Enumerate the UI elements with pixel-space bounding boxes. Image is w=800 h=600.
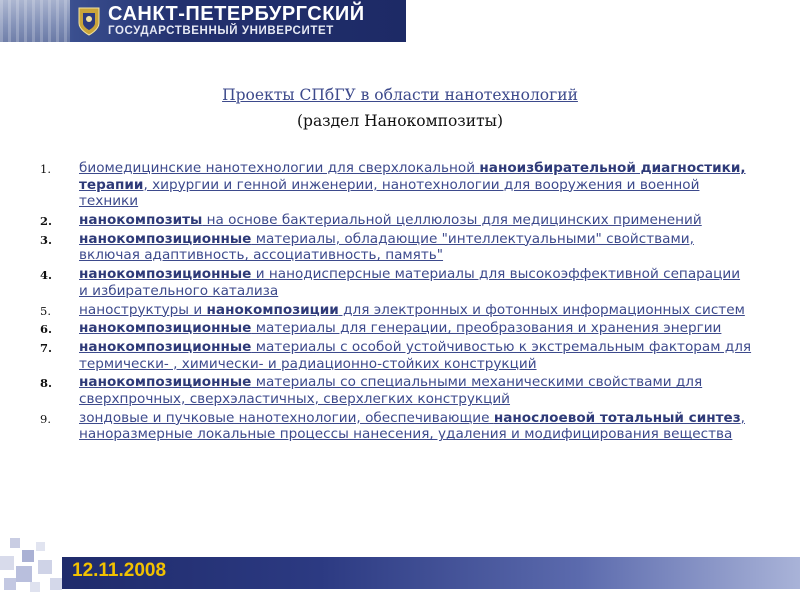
project-list-item[interactable] xyxy=(40,410,752,443)
list-number: 5. xyxy=(40,303,51,318)
project-list-item[interactable] xyxy=(40,339,752,372)
link-text[interactable]: , наноразмерные локальные процессы нанесения, удаления и модифицирования вещества xyxy=(79,409,745,443)
project-list-item[interactable] xyxy=(40,212,752,229)
project-link[interactable] xyxy=(79,231,694,264)
keyword-text[interactable]: нанокомпозиционные xyxy=(79,266,252,283)
footer-bar xyxy=(62,557,800,589)
list-number: 6. xyxy=(40,322,53,337)
list-number: 8. xyxy=(40,376,53,391)
link-text[interactable]: материалы с особой устойчивостью к экстремальным факторам для термически- , химически- и радиационно-стойких конструкций xyxy=(79,339,752,372)
keyword-text[interactable]: наноизбирательной диагностики, терапии xyxy=(79,160,746,193)
project-link[interactable] xyxy=(79,320,721,336)
university-emblem-icon xyxy=(76,5,102,37)
project-list-item[interactable] xyxy=(40,320,752,337)
project-list-item[interactable] xyxy=(40,374,752,407)
keyword-text[interactable]: нанослоевой тотальный синтез xyxy=(493,409,741,426)
link-text[interactable]: наноструктуры и xyxy=(79,301,207,318)
link-text[interactable]: материалы со специальными механическими свойствами для сверхпрочных, сверхэластичных, сверхлегких конструкций xyxy=(79,374,703,408)
page-subtitle: (раздел Нанокомпозиты) xyxy=(296,112,504,130)
project-link[interactable] xyxy=(79,339,751,372)
link-text[interactable]: и нанодисперсные материалы для высокоэффективной сепарации и избирательного катализа xyxy=(79,266,741,299)
project-link[interactable] xyxy=(79,266,740,299)
project-link[interactable] xyxy=(79,212,702,228)
keyword-text[interactable]: нанокомпозиции xyxy=(206,301,339,318)
header-banner xyxy=(0,0,406,42)
link-text[interactable]: зондовые и пучковые нанотехнологии, обеспечивающие xyxy=(79,409,494,426)
project-list-item[interactable] xyxy=(40,302,752,319)
list-number: 3. xyxy=(40,232,53,247)
list-number: 2. xyxy=(40,213,53,228)
project-link[interactable] xyxy=(79,374,702,407)
link-text[interactable]: на основе бактериальной целлюлозы для медицинских применений xyxy=(202,211,702,228)
keyword-text[interactable]: нанокомпозиционные xyxy=(79,374,252,391)
project-link[interactable] xyxy=(79,410,745,443)
page-title[interactable] xyxy=(0,86,800,104)
university-building-image xyxy=(0,0,70,42)
project-link[interactable] xyxy=(79,302,745,318)
list-number: 9. xyxy=(40,411,51,426)
keyword-text[interactable]: нанокомпозиционные xyxy=(79,320,252,337)
project-list-item[interactable] xyxy=(40,266,752,299)
link-text[interactable]: материалы для генерации, преобразования и хранения энергии xyxy=(251,320,722,337)
projects-list xyxy=(40,160,752,445)
keyword-text[interactable]: нанокомпозиционные xyxy=(79,339,252,356)
project-link[interactable] xyxy=(79,160,746,209)
link-text[interactable]: , хирургии и генной инженерии, нанотехнологии для вооружения и военной техники xyxy=(79,176,700,210)
list-number: 1. xyxy=(40,162,51,176)
list-number: 7. xyxy=(40,341,53,356)
project-list-item[interactable] xyxy=(40,160,752,210)
link-text[interactable]: для электронных и фотонных информационных систем xyxy=(338,301,745,318)
list-number: 4. xyxy=(40,268,53,283)
page-title-text[interactable]: Проекты СПбГУ в области нанотехнологий xyxy=(222,86,578,104)
decorative-squares xyxy=(0,538,72,600)
university-name: САНКТ-ПЕТЕРБУРГСКИЙ xyxy=(108,3,365,25)
keyword-text[interactable]: нанокомпозиционные xyxy=(79,230,252,247)
link-text[interactable]: материалы, обладающие "интеллектуальными" свойствами, включая адаптивность, ассоциативность, память" xyxy=(79,230,694,264)
project-list-item[interactable] xyxy=(40,231,752,264)
keyword-text[interactable]: нанокомпозиты xyxy=(79,211,203,228)
university-subname: ГОСУДАРСТВЕННЫЙ УНИВЕРСИТЕТ xyxy=(108,25,334,37)
footer-date: 12.11.2008 xyxy=(72,560,167,581)
link-text[interactable]: биомедицинские нанотехнологии для сверхлокальной xyxy=(79,160,480,176)
